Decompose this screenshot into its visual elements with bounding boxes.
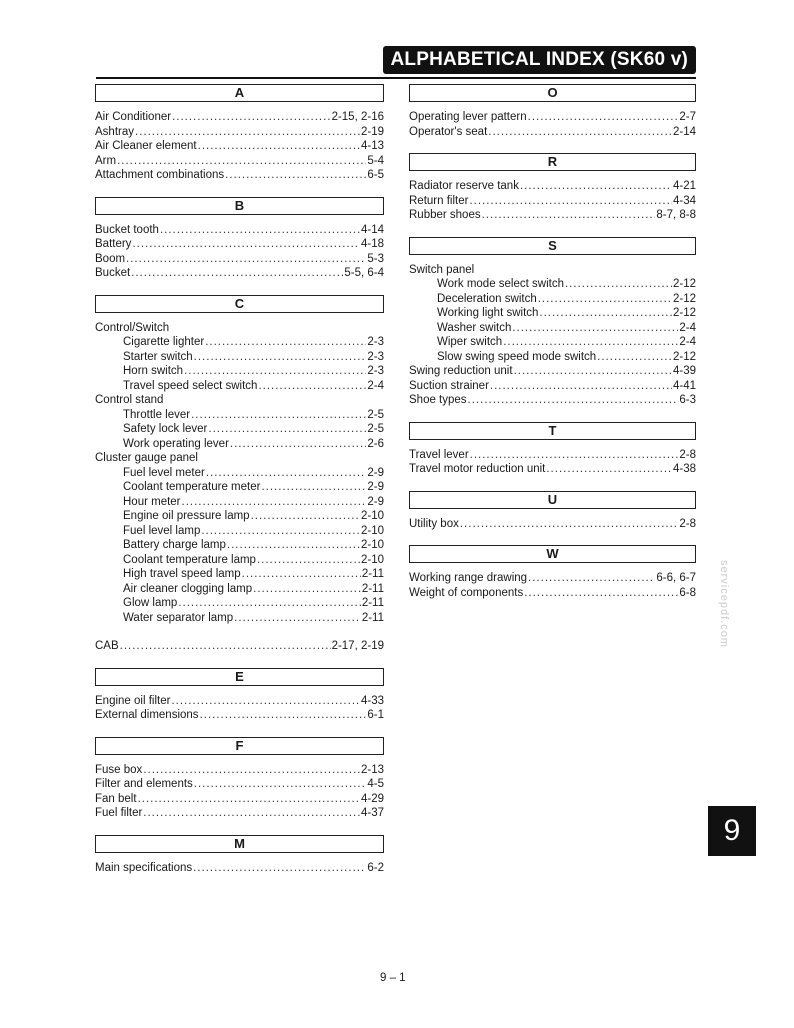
entry-term: Wiper switch bbox=[437, 336, 503, 348]
index-entry[interactable] bbox=[95, 408, 384, 423]
index-entry[interactable] bbox=[95, 596, 384, 611]
entry-page: 4-39 bbox=[672, 365, 696, 377]
index-entry[interactable] bbox=[409, 364, 696, 379]
index-entry[interactable] bbox=[95, 422, 384, 437]
entry-term: Ashtray bbox=[95, 125, 134, 138]
entry-term: Bucket bbox=[95, 267, 131, 279]
header-rule bbox=[96, 77, 696, 79]
index-section-b bbox=[95, 197, 384, 281]
entry-page: 4-14 bbox=[360, 223, 384, 236]
entry-page: 2-10 bbox=[360, 510, 384, 522]
entry-page: 2-10 bbox=[360, 524, 384, 537]
page-title: ALPHABETICAL INDEX (SK60 v) bbox=[383, 46, 696, 74]
entry-term: Fuel level meter bbox=[123, 466, 205, 479]
entry-term: Operator's seat bbox=[409, 125, 488, 138]
section-letter: B bbox=[95, 197, 384, 215]
entry-page: 6-6, 6-7 bbox=[656, 572, 696, 584]
entry-term: Battery charge lamp bbox=[123, 539, 226, 551]
entry-page: 4-29 bbox=[360, 792, 384, 805]
entry-page: 5-5, 6-4 bbox=[344, 267, 384, 279]
index-entry[interactable] bbox=[95, 553, 384, 568]
entry-page: 2-6 bbox=[367, 437, 384, 450]
entry-page: 4-21 bbox=[672, 180, 696, 192]
index-section-r bbox=[409, 153, 696, 223]
index-entry[interactable] bbox=[95, 763, 384, 778]
entry-term: Coolant temperature lamp bbox=[123, 553, 256, 566]
index-entry[interactable] bbox=[95, 223, 384, 238]
index-entry[interactable] bbox=[95, 139, 384, 154]
entry-term: Working light switch bbox=[437, 307, 539, 319]
index-section-c bbox=[95, 295, 384, 654]
entry-page: 2-9 bbox=[367, 466, 384, 479]
entry-page: 4-13 bbox=[360, 140, 384, 152]
watermark: servicepdf.com bbox=[718, 560, 730, 648]
index-entry[interactable] bbox=[409, 462, 696, 477]
entry-term: Battery bbox=[95, 238, 132, 250]
entry-page: 2-7 bbox=[679, 111, 696, 123]
index-entry[interactable] bbox=[95, 379, 384, 394]
entry-page: 4-5 bbox=[367, 778, 384, 790]
entry-page: 5-4 bbox=[367, 154, 384, 167]
entry-page: 2-12 bbox=[672, 292, 696, 305]
entry-page: 2-11 bbox=[361, 582, 384, 595]
entry-page: 6-1 bbox=[367, 709, 384, 721]
index-entry[interactable] bbox=[409, 379, 696, 394]
index-column-right bbox=[409, 84, 696, 600]
entry-term: Work mode select switch bbox=[437, 278, 564, 290]
index-entry[interactable] bbox=[95, 364, 384, 379]
index-entry[interactable] bbox=[95, 509, 384, 524]
entry-term: Travel speed select switch bbox=[123, 379, 258, 392]
section-letter: T bbox=[409, 422, 696, 440]
index-entry[interactable] bbox=[95, 266, 384, 281]
entry-page: 2-12 bbox=[672, 278, 696, 290]
entry-page: 2-3 bbox=[367, 365, 384, 377]
page-header bbox=[96, 46, 696, 86]
entry-term: Horn switch bbox=[123, 365, 184, 377]
index-entry[interactable] bbox=[95, 495, 384, 510]
entry-term: Filter and elements bbox=[95, 778, 193, 790]
index-entry[interactable] bbox=[95, 806, 384, 821]
index-section-a bbox=[95, 84, 384, 183]
entry-page: 2-3 bbox=[367, 336, 384, 348]
entry-term: Water separator lamp bbox=[123, 611, 234, 624]
entry-page: 2-17, 2-19 bbox=[331, 640, 384, 652]
section-letter: S bbox=[409, 237, 696, 255]
index-entry[interactable] bbox=[409, 179, 696, 194]
entry-term: Boom bbox=[95, 252, 126, 265]
section-letter: A bbox=[95, 84, 384, 102]
entry-term: Deceleration switch bbox=[437, 292, 537, 305]
index-entry[interactable] bbox=[409, 517, 696, 532]
entry-term: Travel motor reduction unit bbox=[409, 463, 546, 475]
entry-term: Fan belt bbox=[95, 792, 137, 805]
entry-page: 2-5 bbox=[367, 408, 384, 421]
entry-page: 4-18 bbox=[360, 238, 384, 250]
entry-term: Fuse box bbox=[95, 763, 143, 776]
index-column-left bbox=[95, 84, 384, 875]
chapter-tab: 9 bbox=[708, 806, 756, 856]
entry-term: High travel speed lamp bbox=[123, 568, 241, 580]
entry-term: Slow swing speed mode switch bbox=[437, 350, 597, 363]
index-entry[interactable] bbox=[409, 335, 696, 350]
entry-page: 4-34 bbox=[672, 194, 696, 207]
index-entry[interactable] bbox=[95, 777, 384, 792]
entry-term: Air Cleaner element bbox=[95, 140, 197, 152]
entry-page: 2-12 bbox=[672, 307, 696, 319]
entry-term: Return filter bbox=[409, 194, 469, 207]
entry-term: Safety lock lever bbox=[123, 423, 208, 435]
entry-page: 2-10 bbox=[360, 539, 384, 551]
index-section-e bbox=[95, 668, 384, 723]
index-entry[interactable] bbox=[95, 611, 384, 626]
index-entry[interactable] bbox=[409, 571, 696, 586]
index-entry[interactable] bbox=[95, 567, 384, 582]
index-entry[interactable] bbox=[409, 208, 696, 223]
index-entry[interactable] bbox=[95, 437, 384, 452]
index-heading: Switch panel bbox=[409, 263, 475, 276]
index-entry[interactable] bbox=[409, 194, 696, 209]
entry-page: 2-3 bbox=[367, 350, 384, 363]
index-entry[interactable] bbox=[95, 237, 384, 252]
index-entry[interactable] bbox=[409, 321, 696, 336]
entry-term: Operating lever pattern bbox=[409, 111, 527, 123]
entry-term: Starter switch bbox=[123, 350, 193, 363]
entry-term: Suction strainer bbox=[409, 379, 489, 392]
entry-page: 8-7, 8-8 bbox=[656, 209, 696, 221]
index-entry[interactable] bbox=[95, 708, 384, 723]
section-letter: E bbox=[95, 668, 384, 686]
index-entry[interactable] bbox=[409, 292, 696, 307]
index-entry[interactable] bbox=[95, 524, 384, 539]
index-entry[interactable] bbox=[409, 350, 696, 365]
entry-page: 2-5 bbox=[367, 423, 384, 435]
entry-page: 5-3 bbox=[367, 252, 384, 265]
entry-term: Main specifications bbox=[95, 861, 193, 874]
index-section-u bbox=[409, 491, 696, 532]
entry-page: 2-11 bbox=[361, 597, 384, 609]
entry-page: 2-4 bbox=[367, 379, 384, 392]
index-heading: Control/Switch bbox=[95, 321, 170, 334]
section-letter: R bbox=[409, 153, 696, 171]
entry-term: Rubber shoes bbox=[409, 209, 481, 221]
entry-page: 2-8 bbox=[679, 448, 696, 461]
index-section-f bbox=[95, 737, 384, 821]
entry-term: Working range drawing bbox=[409, 572, 528, 584]
index-entry[interactable] bbox=[95, 168, 384, 183]
index-entry[interactable] bbox=[409, 125, 696, 140]
entry-term: Swing reduction unit bbox=[409, 365, 513, 377]
entry-term: Cigarette lighter bbox=[123, 336, 205, 348]
entry-term: Throttle lever bbox=[123, 408, 191, 421]
index-entry[interactable] bbox=[95, 792, 384, 807]
index-entry[interactable] bbox=[95, 582, 384, 597]
entry-term: Radiator reserve tank bbox=[409, 180, 519, 192]
entry-page: 2-10 bbox=[360, 553, 384, 566]
index-entry[interactable] bbox=[409, 393, 696, 408]
entry-page: 2-15, 2-16 bbox=[331, 111, 384, 123]
entry-page: 2-11 bbox=[361, 568, 384, 580]
entry-term: Bucket tooth bbox=[95, 223, 159, 236]
section-letter: O bbox=[409, 84, 696, 102]
entry-page: 4-37 bbox=[360, 807, 384, 819]
entry-term: Travel lever bbox=[409, 448, 469, 461]
page-number: 9 – 1 bbox=[380, 972, 406, 984]
entry-page: 2-19 bbox=[360, 125, 384, 138]
entry-term: Arm bbox=[95, 154, 117, 167]
entry-page: 6-3 bbox=[679, 394, 696, 406]
entry-term: Washer switch bbox=[437, 321, 512, 334]
index-entry[interactable] bbox=[95, 466, 384, 481]
index-entry[interactable] bbox=[95, 538, 384, 553]
entry-term: Fuel level lamp bbox=[123, 524, 201, 537]
entry-term: Glow lamp bbox=[123, 597, 178, 609]
entry-page: 2-4 bbox=[679, 321, 696, 334]
entry-page: 2-9 bbox=[367, 495, 384, 508]
index-entry[interactable] bbox=[409, 277, 696, 292]
index-entry[interactable] bbox=[95, 125, 384, 140]
index-entry[interactable] bbox=[409, 306, 696, 321]
section-letter: C bbox=[95, 295, 384, 313]
index-entry[interactable] bbox=[95, 350, 384, 365]
entry-page: 6-2 bbox=[367, 861, 384, 874]
index-section-s bbox=[409, 237, 696, 408]
entry-page: 2-13 bbox=[360, 763, 384, 776]
index-heading: Control stand bbox=[95, 394, 164, 406]
entry-page: 2-9 bbox=[367, 481, 384, 493]
entry-term: Air cleaner clogging lamp bbox=[123, 582, 253, 595]
section-letter: U bbox=[409, 491, 696, 509]
index-entry[interactable] bbox=[95, 480, 384, 495]
entry-term: Attachment combinations bbox=[95, 169, 225, 181]
entry-page: 2-14 bbox=[672, 125, 696, 138]
index-entry[interactable] bbox=[95, 335, 384, 350]
section-letter: M bbox=[95, 835, 384, 853]
entry-term: Coolant temperature meter bbox=[123, 481, 261, 493]
entry-term: Hour meter bbox=[123, 495, 181, 508]
index-entry[interactable] bbox=[95, 154, 384, 169]
entry-term: Engine oil filter bbox=[95, 694, 171, 707]
entry-page: 6-5 bbox=[367, 169, 384, 181]
index-entry[interactable] bbox=[95, 252, 384, 267]
index-entry[interactable] bbox=[95, 861, 384, 876]
entry-term: Shoe types bbox=[409, 394, 467, 406]
entry-page: 4-38 bbox=[672, 463, 696, 475]
section-letter: W bbox=[409, 545, 696, 563]
entry-term: Engine oil pressure lamp bbox=[123, 510, 250, 522]
index-entry[interactable] bbox=[409, 586, 696, 601]
entry-term: CAB bbox=[95, 640, 119, 652]
entry-term: Utility box bbox=[409, 517, 459, 530]
entry-page: 6-8 bbox=[679, 586, 696, 599]
entry-page: 2-8 bbox=[679, 517, 696, 530]
entry-term: Work operating lever bbox=[123, 437, 229, 450]
entry-page: 2-12 bbox=[672, 350, 696, 363]
entry-page: 4-33 bbox=[360, 694, 384, 707]
section-letter: F bbox=[95, 737, 384, 755]
index-section-m bbox=[95, 835, 384, 876]
index-heading: Cluster gauge panel bbox=[95, 452, 198, 464]
entry-term: Air Conditioner bbox=[95, 111, 172, 123]
entry-term: External dimensions bbox=[95, 709, 199, 721]
entry-page: 2-4 bbox=[679, 336, 696, 348]
index-section-w bbox=[409, 545, 696, 600]
entry-page: 4-41 bbox=[672, 379, 696, 392]
index-entry[interactable] bbox=[409, 110, 696, 125]
index-entry[interactable] bbox=[95, 110, 384, 125]
entry-term: Weight of components bbox=[409, 586, 524, 599]
entry-page: 2-11 bbox=[361, 611, 384, 624]
index-entry[interactable] bbox=[409, 448, 696, 463]
index-section-t bbox=[409, 422, 696, 477]
index-section-o bbox=[409, 84, 696, 139]
index-entry-cab[interactable] bbox=[95, 639, 384, 654]
entry-term: Fuel filter bbox=[95, 807, 143, 819]
index-entry[interactable] bbox=[95, 694, 384, 709]
